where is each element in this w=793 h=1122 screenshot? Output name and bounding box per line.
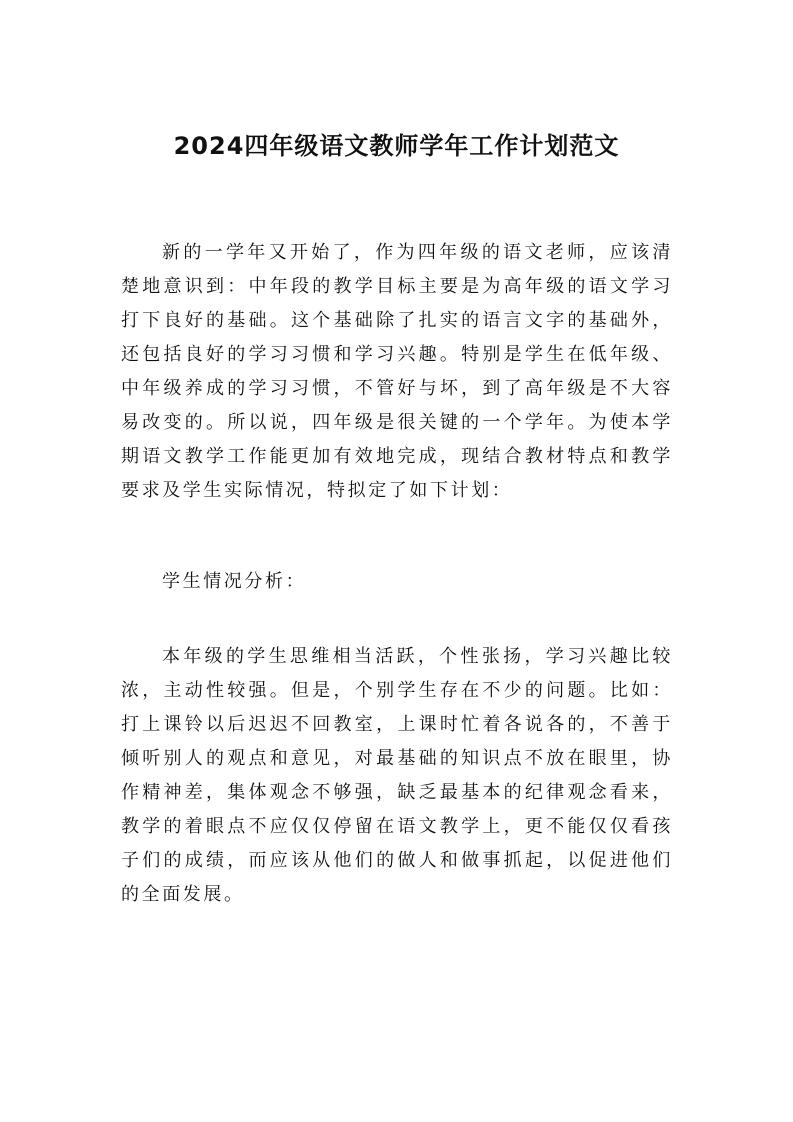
section-heading-student-analysis: 学生情况分析： [162, 571, 307, 592]
paragraph-spacer [121, 508, 673, 565]
paragraph-spacer [121, 599, 673, 640]
paragraph-intro: 新的一学年又开始了，作为四年级的语文老师，应该清楚地意识到：中年段的教学目标主要是为高年级的语文学习打下良好的基础。这个基础除了扎实的语言文字的基础外，还包括良好的学习习惯和学习兴趣。特别是学生在低年级、中年级养成的学习习惯，不管好与坏，到了高年级是不大容易改变的。所以说，四年级是很关键的一个学年。为使本学期语文教学工作能更加有效地完成，现结合教材特点和教学要求及学生实际情况，特拟定了如下计划： [121, 242, 673, 501]
paragraph-student-analysis: 本年级的学生思维相当活跃，个性张扬，学习兴趣比较浓，主动性较强。但是，个别学生存在不少的问题。比如：打上课铃以后迟迟不回教室，上课时忙着各说各的，不善于倾听别人的观点和意见，对最基础的知识点不放在眼里，协作精神差，集体观念不够强，缺乏最基本的纪律观念看来，教学的着眼点不应仅仅停留在语文教学上，更不能仅仅看孩子们的成绩，而应该从他们的做人和做事抓起，以促进他们的全面发展。 [121, 646, 673, 905]
document-title: 2024四年级语文教师学年工作计划范文 [173, 132, 620, 160]
document-body [121, 236, 673, 912]
